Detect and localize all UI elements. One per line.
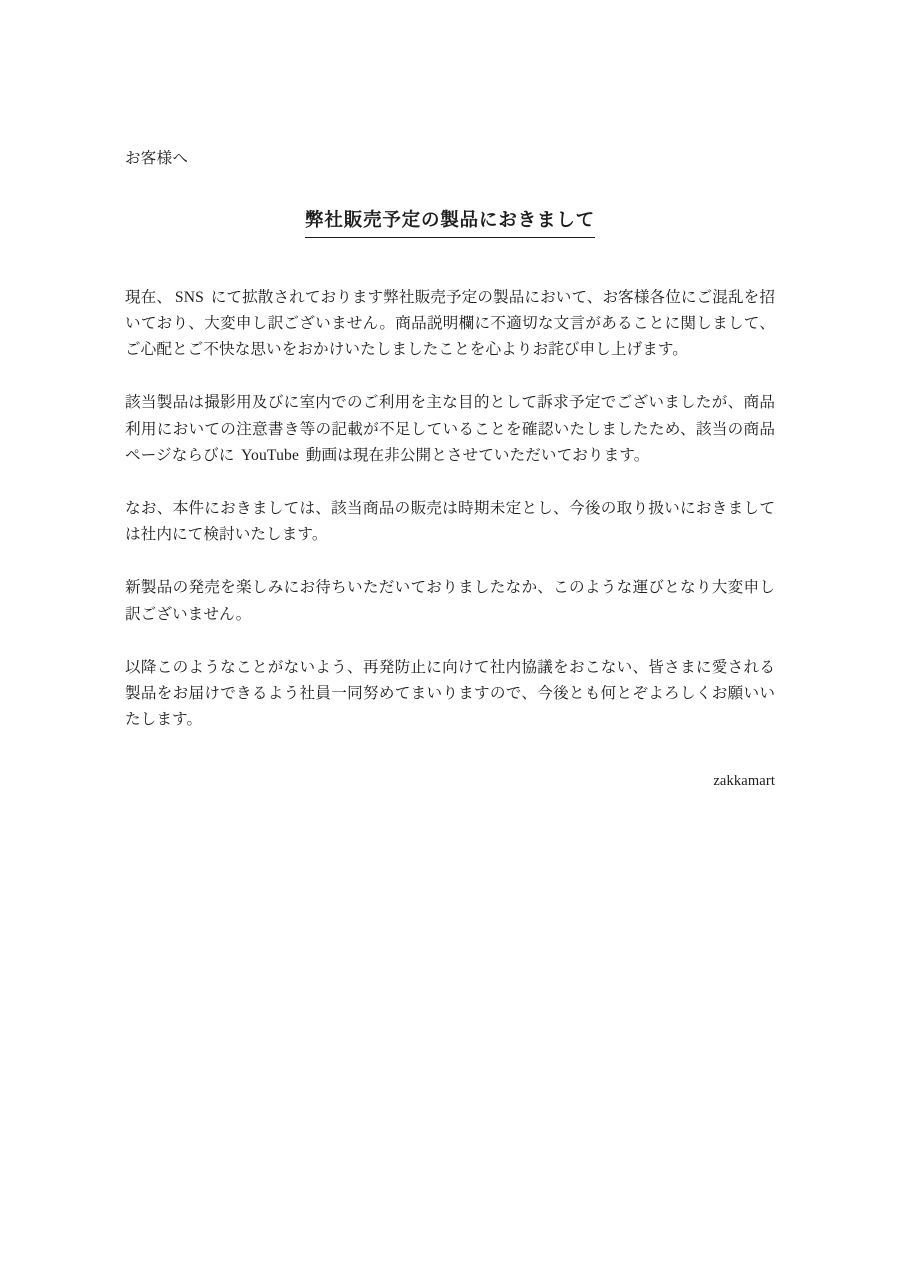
salutation: お客様へ — [125, 150, 189, 167]
document-body — [125, 148, 775, 806]
paragraph-product-status: 該当製品は撮影用及びに室内でのご利用を主な目的として訴求予定でございましたが、商品利用においての注意書き等の記載が不足していることを確認いたしましたため、該当の商品ページならびに YouTube 動画は現在非公開とさせていただいております。 — [125, 394, 775, 464]
page-title: 弊社販売予定の製品におきまして — [305, 208, 595, 238]
paragraph-sales-schedule: なお、本件におきましては、該当商品の販売は時期未定とし、今後の取り扱いにおきましては社内にて検討いたします。 — [125, 500, 775, 544]
signature: zakkamart — [713, 773, 775, 790]
paragraph-closing: 以降このようなことがないよう、再発防止に向けて社内協議をおこない、皆さまに愛される製品をお届けできるよう社員一同努めてまいりますので、今後とも何とぞよろしくお願いいたします。 — [125, 658, 775, 729]
paragraph-customer-wait: 新製品の発売を楽しみにお待ちいただいておりましたなか、このような運びとなり大変申し訳ございません。 — [125, 579, 775, 623]
title-row — [125, 196, 775, 251]
paragraph-apology-intro: 現在、 SNS にて拡散されております弊社販売予定の製品において、お客様各位にご混乱を招いており、大変申し訳ございません。商品説明欄に不適切な文言があることに関しまして、ご心配とご不快な思いをおかけいたしましたことを心よりお詫び申し上げます。 — [125, 288, 776, 359]
